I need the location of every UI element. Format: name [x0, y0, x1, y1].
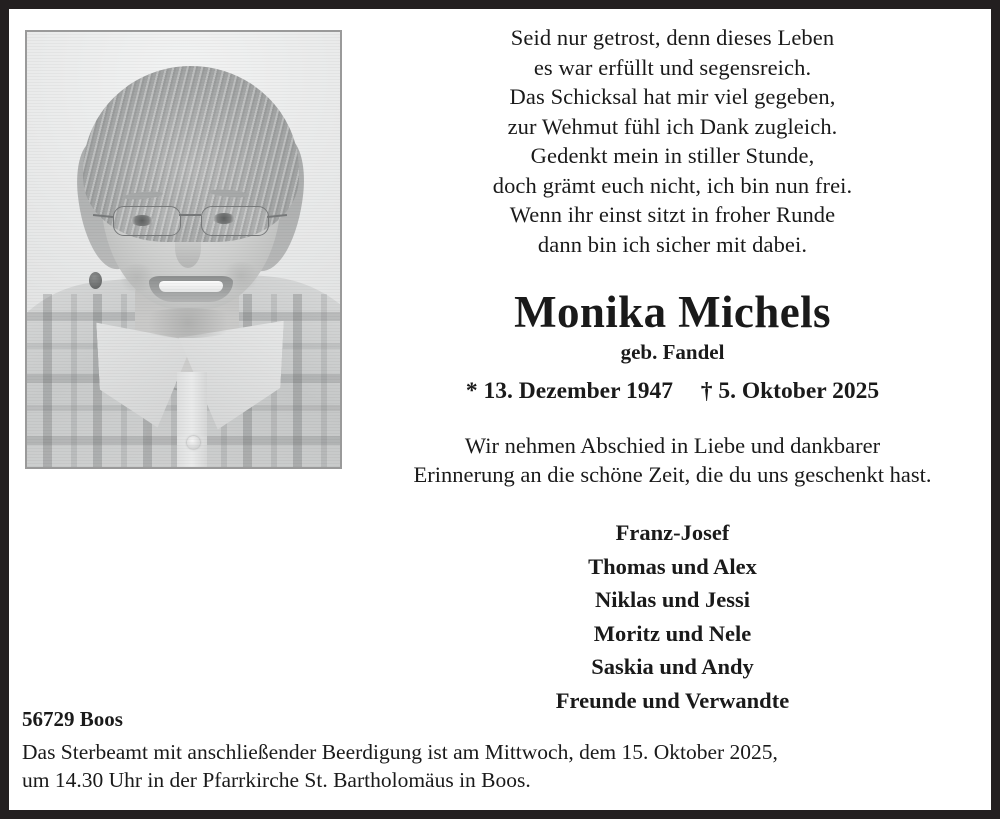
deceased-maiden-name: geb. Fandel — [620, 340, 725, 364]
mourners-list — [354, 516, 991, 717]
photo-shirt-button — [187, 436, 200, 449]
photo-mouth — [149, 276, 233, 302]
photo-shirt-placket — [177, 372, 207, 469]
mourner-name: Moritz und Nele — [593, 620, 752, 646]
poem-line: Das Schicksal hat mir viel gegeben, — [509, 84, 836, 109]
death-date: † 5. Oktober 2025 — [700, 378, 880, 404]
life-dates — [354, 378, 991, 405]
poem-line: doch grämt euch nicht, ich bin nun frei. — [492, 172, 853, 198]
poem-line: Gedenkt mein in stiller Stunde, — [530, 143, 815, 168]
mourner-name: Niklas und Jessi — [594, 587, 751, 612]
poem-line: zur Wehmut fühl ich Dank zugleich. — [507, 113, 838, 139]
photo-glasses-temple-right — [267, 214, 287, 218]
photo-glasses-bridge — [179, 214, 201, 216]
portrait-photo — [27, 32, 340, 467]
mourner-name: Thomas und Alex — [588, 553, 757, 579]
photo-glasses-lens-left — [113, 206, 181, 236]
obituary-inner — [9, 9, 991, 810]
mourner-name: Freunde und Verwandte — [555, 687, 790, 713]
obituary-footer — [22, 706, 978, 794]
photo-nose — [175, 228, 201, 268]
funeral-service-details — [22, 738, 978, 794]
poem-line: Wenn ihr einst sitzt in froher Runde — [509, 202, 836, 227]
farewell-line: Erinnerung an die schöne Zeit, die du uns geschenkt hast. — [413, 462, 932, 487]
mourner-name: Saskia und Andy — [591, 654, 754, 679]
service-line: Das Sterbeamt mit anschließender Beerdigung ist am Mittwoch, dem 15. Oktober 2025, — [22, 740, 778, 764]
photo-glasses-lens-right — [201, 206, 269, 236]
portrait-frame — [25, 30, 342, 469]
farewell-message — [354, 431, 991, 489]
footer-place: 56729 Boos — [22, 707, 123, 731]
photo-chin-shadow — [135, 308, 241, 338]
poem-line: es war erfüllt und segensreich. — [533, 54, 812, 80]
memorial-poem — [354, 23, 991, 259]
mourner-name: Franz-Josef — [615, 520, 730, 545]
farewell-line: Wir nehmen Abschied in Liebe und dankbarer — [464, 433, 881, 458]
photo-teeth — [159, 281, 223, 292]
obituary-text-column — [354, 23, 991, 717]
birth-date: * 13. Dezember 1947 — [465, 378, 673, 404]
poem-line: Seid nur getrost, denn dieses Leben — [510, 25, 835, 50]
poem-line: dann bin ich sicher mit dabei. — [537, 231, 808, 257]
service-line: um 14.30 Uhr in der Pfarrkirche St. Bartholomäus in Boos. — [22, 768, 531, 792]
deceased-name: Monika Michels — [514, 287, 831, 337]
photo-earring — [89, 272, 102, 289]
